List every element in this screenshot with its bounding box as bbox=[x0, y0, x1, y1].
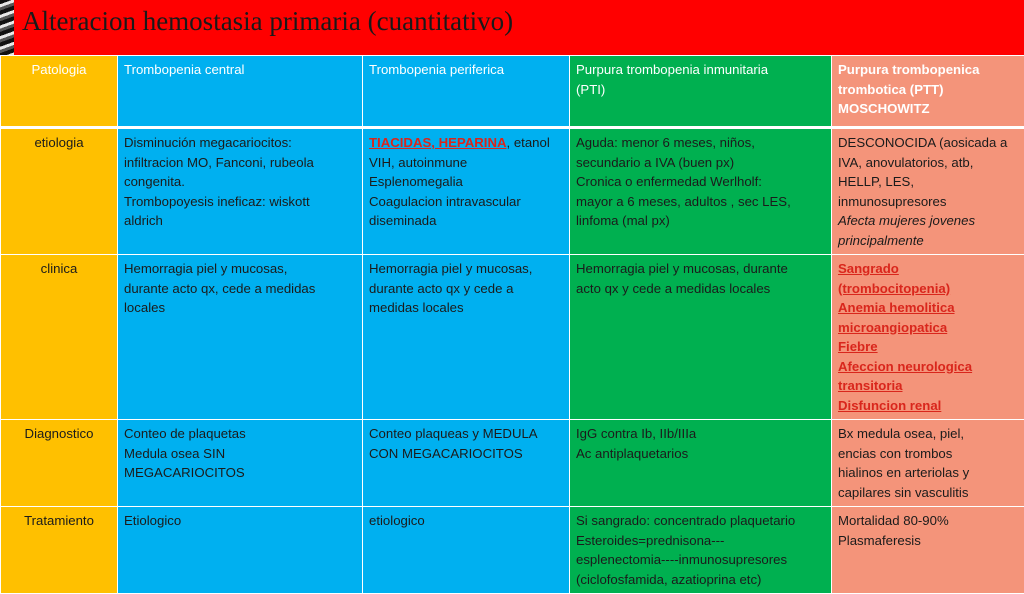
text-line: etiologico bbox=[369, 511, 563, 531]
text-line: Disminución megacariocitos: bbox=[124, 133, 356, 153]
cell-ptt-clinica bbox=[832, 255, 1024, 420]
row-label-etiologia: etiologia bbox=[1, 128, 118, 255]
text-line: encias con trombos bbox=[838, 444, 1018, 464]
text-line: Disfuncion renal bbox=[838, 396, 1018, 416]
text-line: Afecta mujeres jovenes bbox=[838, 211, 1018, 231]
cell-periferica-tratamiento bbox=[363, 507, 570, 594]
text-line: VIH, autoinmune bbox=[369, 153, 563, 173]
text-line: DESCONOCIDA (aosicada a bbox=[838, 133, 1018, 153]
header-patologia: Patologia bbox=[1, 56, 118, 128]
text-line: Esplenomegalia bbox=[369, 172, 563, 192]
text-line: acto qx y cede a medidas locales bbox=[576, 279, 825, 299]
title-bar bbox=[0, 0, 1024, 55]
text-line: mayor a 6 meses, adultos , sec LES, bbox=[576, 192, 825, 212]
text-line: (ciclofosfamida, azatioprina etc) bbox=[576, 570, 825, 590]
text-line: diseminada bbox=[369, 211, 563, 231]
text-line: Ac antiplaquetarios bbox=[576, 444, 825, 464]
cell-central-clinica bbox=[118, 255, 363, 420]
cell-pti-tratamiento bbox=[570, 507, 832, 594]
text-line: Hemorragia piel y mucosas, durante bbox=[576, 259, 825, 279]
text-line: HELLP, LES, bbox=[838, 172, 1018, 192]
text-line: linfoma (mal px) bbox=[576, 211, 825, 231]
cell-pti-etiologia bbox=[570, 128, 832, 255]
cell-periferica-diagnostico bbox=[363, 420, 570, 507]
text-line: Aguda: menor 6 meses, niños, bbox=[576, 133, 825, 153]
text-line: microangiopatica bbox=[838, 318, 1018, 338]
text-line: medidas locales bbox=[369, 298, 563, 318]
text-line: Cronica o enfermedad Werlholf: bbox=[576, 172, 825, 192]
cell-pti-clinica bbox=[570, 255, 832, 420]
cell-ptt-tratamiento bbox=[832, 507, 1024, 594]
text-line: aldrich bbox=[124, 211, 356, 231]
text-line: infiltracion MO, Fanconi, rubeola bbox=[124, 153, 356, 173]
text-line: CON MEGACARIOCITOS bbox=[369, 444, 563, 464]
table-row-tratamiento bbox=[1, 507, 1024, 594]
text-line: Bx medula osea, piel, bbox=[838, 424, 1018, 444]
text-line: Afeccion neurologica bbox=[838, 357, 1018, 377]
cell-central-diagnostico bbox=[118, 420, 363, 507]
text-line: esplenectomia----inmunosupresores bbox=[576, 550, 825, 570]
text-line: Anemia hemolitica bbox=[838, 298, 1018, 318]
text-line: Fiebre bbox=[838, 337, 1018, 357]
text-line: transitoria bbox=[838, 376, 1018, 396]
tiacidas-heparina-highlight: TIACIDAS, HEPARINA bbox=[369, 135, 507, 150]
text-line: Si sangrado: concentrado plaquetario bbox=[576, 511, 825, 531]
slide-title: Alteracion hemostasia primaria (cuantitativo) bbox=[22, 4, 513, 38]
cell-ptt-diagnostico bbox=[832, 420, 1024, 507]
cell-periferica-etiologia bbox=[363, 128, 570, 255]
text-line: Purpura trombopenica bbox=[838, 60, 1018, 80]
text-line: (PTI) bbox=[576, 80, 825, 100]
table-row-diagnostico bbox=[1, 420, 1024, 507]
text-line: principalmente bbox=[838, 231, 1018, 251]
decorative-pattern bbox=[0, 0, 14, 55]
comparison-table bbox=[0, 55, 1024, 594]
text-line: capilares sin vasculitis bbox=[838, 483, 1018, 503]
cell-central-etiologia bbox=[118, 128, 363, 255]
cell-pti-diagnostico bbox=[570, 420, 832, 507]
text-line: Coagulacion intravascular bbox=[369, 192, 563, 212]
header-pti bbox=[570, 56, 832, 128]
text-line: durante acto qx y cede a bbox=[369, 279, 563, 299]
text-line: Sangrado bbox=[838, 259, 1018, 279]
ptt-etiologia-text bbox=[838, 133, 1018, 211]
header-trombopenia-periferica: Trombopenia periferica bbox=[363, 56, 570, 128]
text-line: Hemorragia piel y mucosas, bbox=[369, 259, 563, 279]
row-label-diagnostico: Diagnostico bbox=[1, 420, 118, 507]
ptt-etiologia-italic bbox=[838, 211, 1018, 250]
header-trombopenia-central: Trombopenia central bbox=[118, 56, 363, 128]
cell-central-tratamiento bbox=[118, 507, 363, 594]
text-line: MOSCHOWITZ bbox=[838, 99, 1018, 119]
periferica-etiologia-rest bbox=[369, 153, 563, 231]
header-ptt bbox=[832, 56, 1024, 128]
text-line: Conteo plaqueas y MEDULA bbox=[369, 424, 563, 444]
cell-ptt-etiologia bbox=[832, 128, 1024, 255]
text-line: inmunosupresores bbox=[838, 192, 1018, 212]
table-row-clinica bbox=[1, 255, 1024, 420]
text-line: Esteroides=prednisona--- bbox=[576, 531, 825, 551]
text-line: (trombocitopenia) bbox=[838, 279, 1018, 299]
periferica-etiologia-first-line: TIACIDAS, HEPARINA, etanol bbox=[369, 133, 563, 153]
text-line: Conteo de plaquetas bbox=[124, 424, 356, 444]
text-line: MEGACARIOCITOS bbox=[124, 463, 356, 483]
cell-periferica-clinica bbox=[363, 255, 570, 420]
text-line: IgG contra Ib, IIb/IIIa bbox=[576, 424, 825, 444]
table-row-etiologia bbox=[1, 128, 1024, 255]
text-line: Trombopoyesis ineficaz: wiskott bbox=[124, 192, 356, 212]
text-line: Hemorragia piel y mucosas, bbox=[124, 259, 356, 279]
row-label-clinica: clinica bbox=[1, 255, 118, 420]
text-line: secundario a IVA (buen px) bbox=[576, 153, 825, 173]
text-line: congenita. bbox=[124, 172, 356, 192]
text-line: Etiologico bbox=[124, 511, 356, 531]
text-line: locales bbox=[124, 298, 356, 318]
text-line: Plasmaferesis bbox=[838, 531, 1018, 551]
table-header-row bbox=[1, 56, 1024, 128]
row-label-tratamiento: Tratamiento bbox=[1, 507, 118, 594]
text-line: Medula osea SIN bbox=[124, 444, 356, 464]
text-line: trombotica (PTT) bbox=[838, 80, 1018, 100]
text-line: hialinos en arteriolas y bbox=[838, 463, 1018, 483]
text-line: durante acto qx, cede a medidas bbox=[124, 279, 356, 299]
text-line: IVA, anovulatorios, atb, bbox=[838, 153, 1018, 173]
text-line: Mortalidad 80-90% bbox=[838, 511, 1018, 531]
text-line: Purpura trombopenia inmunitaria bbox=[576, 60, 825, 80]
